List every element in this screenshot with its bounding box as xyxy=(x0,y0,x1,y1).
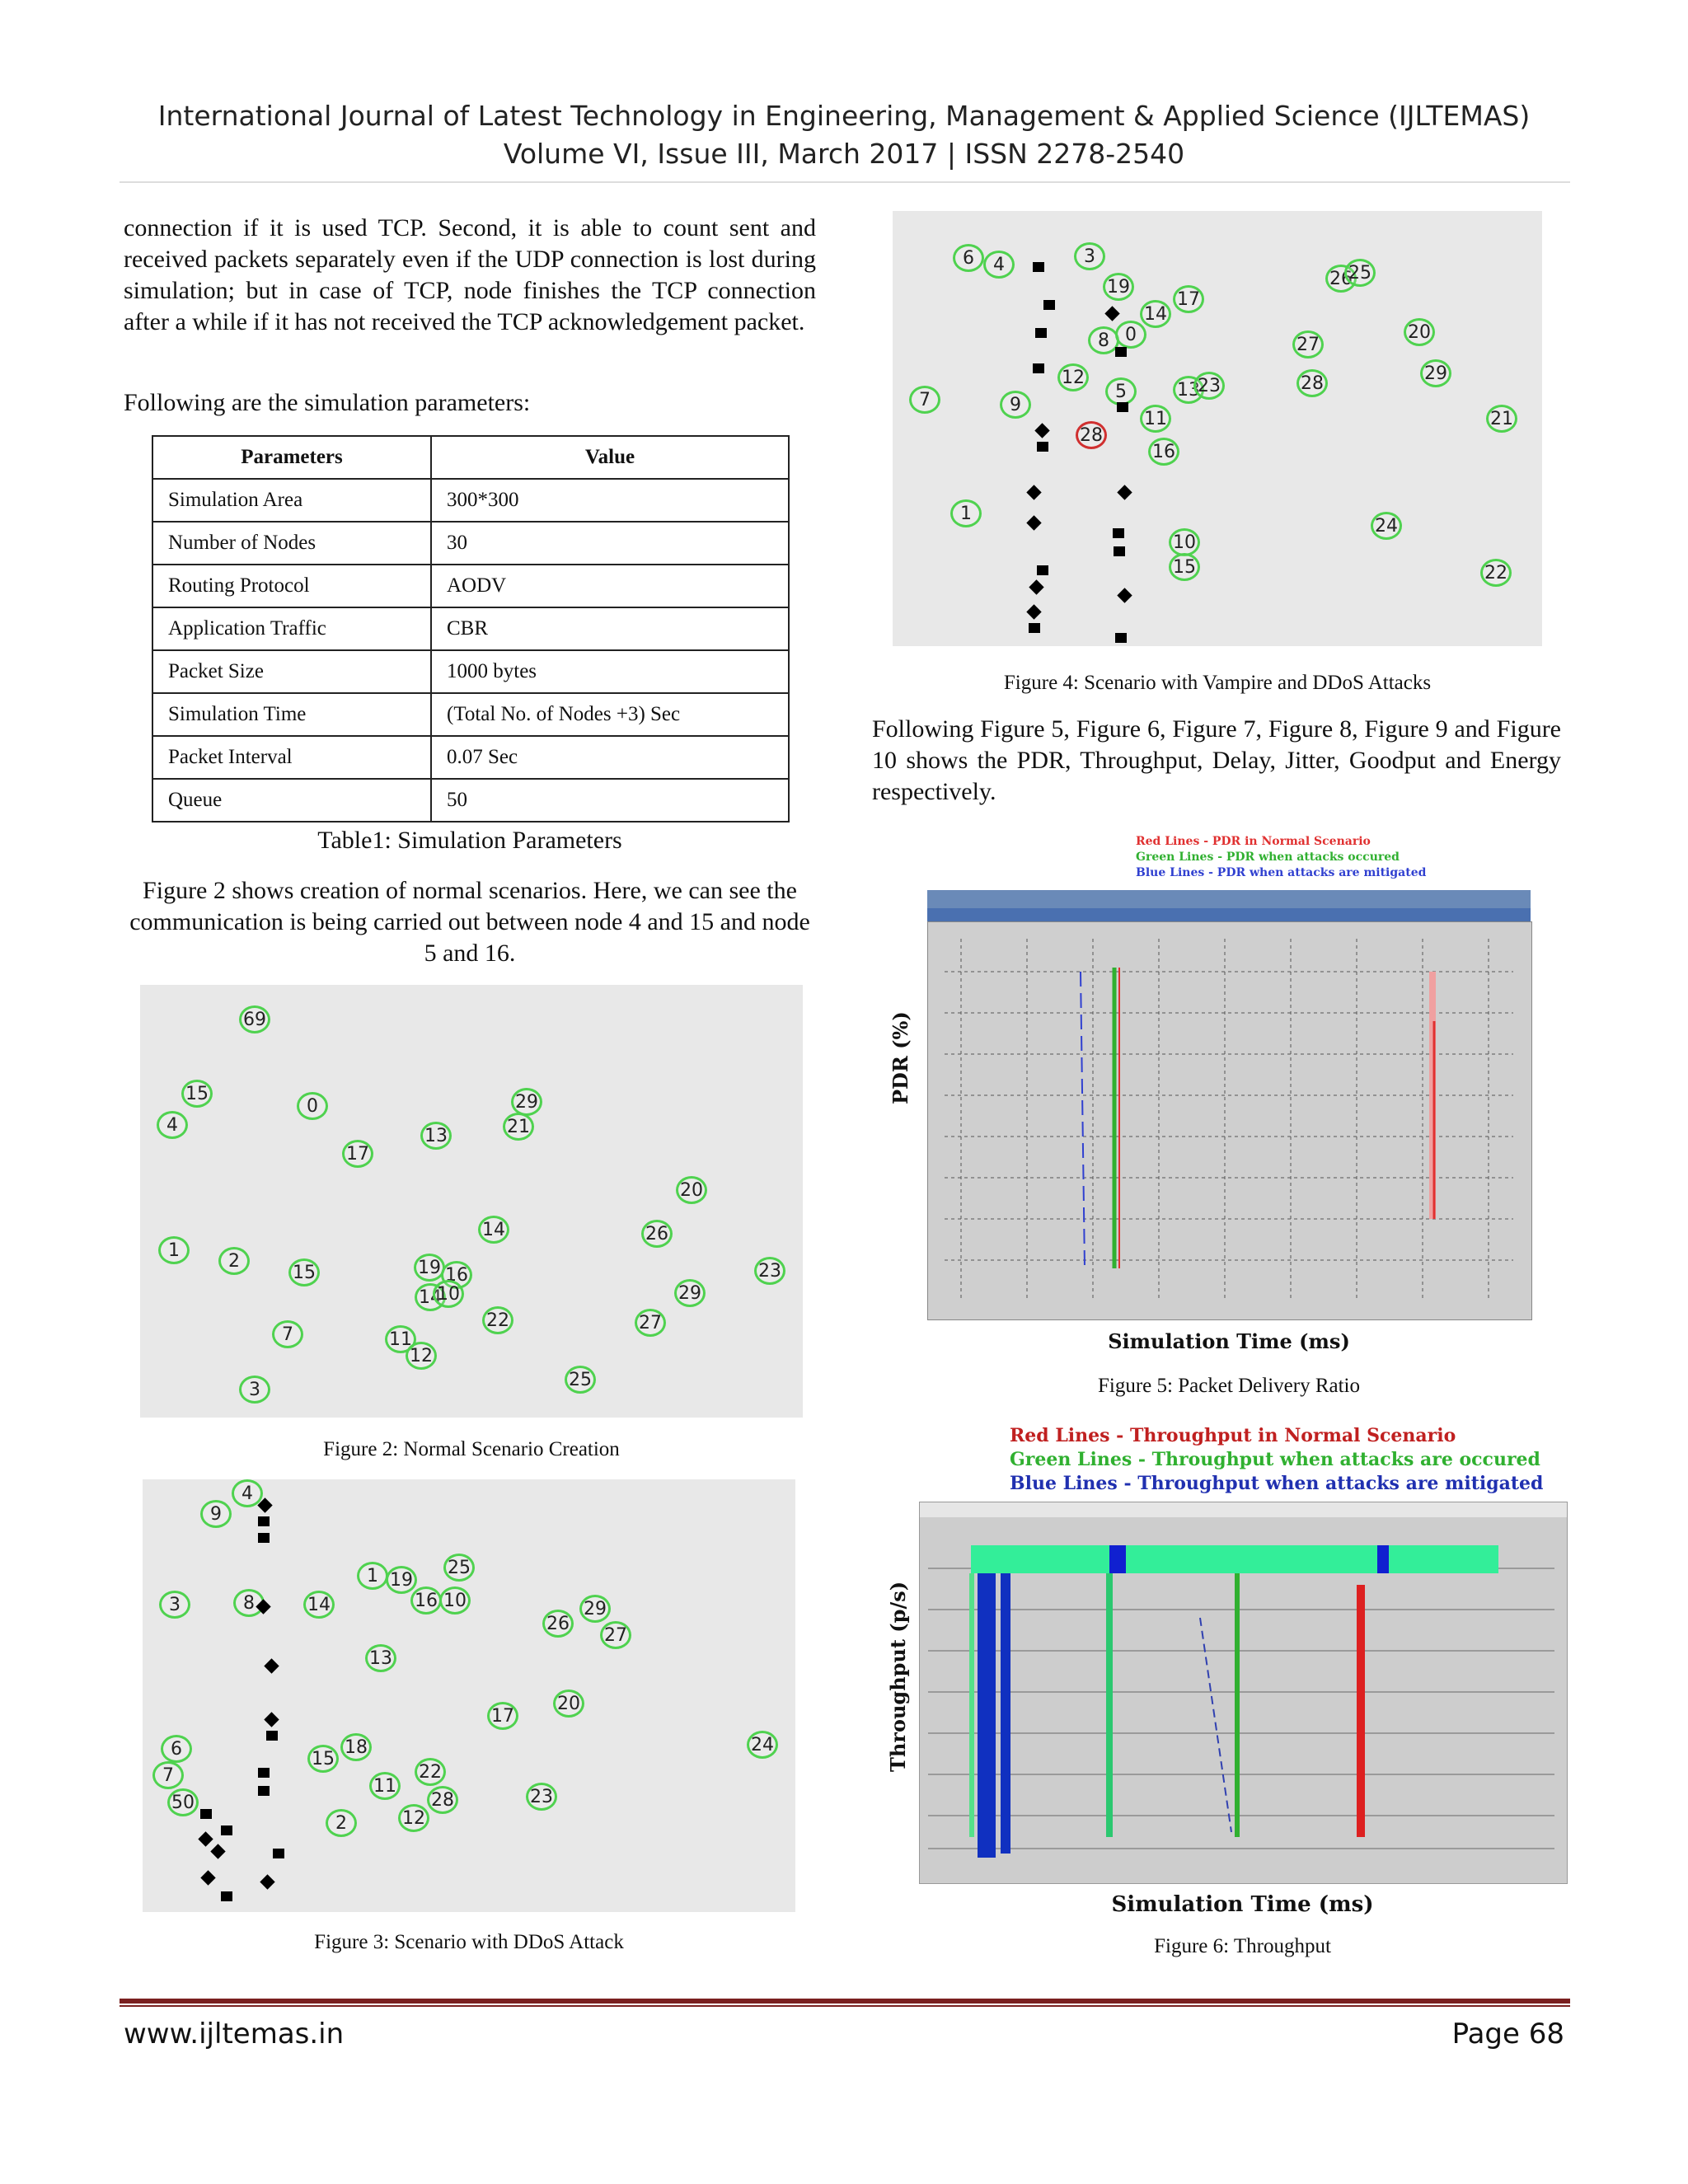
node-marker xyxy=(1029,579,1043,594)
footer-url[interactable]: www.ijltemas.in xyxy=(124,2018,345,2050)
network-node: 15 xyxy=(307,1745,339,1773)
network-node: 6 xyxy=(953,244,984,272)
table-cell: Queue xyxy=(152,779,431,822)
table-cell: (Total No. of Nodes +3) Sec xyxy=(431,693,789,736)
network-node: 13 xyxy=(1173,376,1204,404)
network-node: 15 xyxy=(1169,553,1200,581)
node-marker xyxy=(258,1533,270,1543)
node-marker xyxy=(1033,363,1044,373)
journal-volume: Volume VI, Issue III, March 2017 | ISSN 2278-2540 xyxy=(503,138,1185,170)
legend-entry: Green Lines - PDR when attacks occured xyxy=(1136,851,1400,864)
network-node: 17 xyxy=(342,1140,373,1168)
node-marker xyxy=(1117,588,1132,602)
table-cell: Simulation Area xyxy=(152,479,431,522)
network-node: 20 xyxy=(1404,318,1435,346)
network-node: 12 xyxy=(1057,363,1089,391)
node-marker xyxy=(200,1870,215,1885)
node-marker xyxy=(260,1874,274,1889)
paragraph-sim-params: Following are the simulation parameters: xyxy=(124,389,531,416)
node-marker xyxy=(1117,485,1132,499)
network-node: 29 xyxy=(579,1595,611,1623)
figure-6-window xyxy=(919,1502,1568,1884)
network-node: 17 xyxy=(1173,285,1204,313)
table-cell: 300*300 xyxy=(431,479,789,522)
figure-6-legend xyxy=(1010,1424,1543,1496)
network-node: 6 xyxy=(161,1735,192,1763)
table-cell: Number of Nodes xyxy=(152,522,431,565)
network-node: 23 xyxy=(1193,372,1225,400)
table-cell: Routing Protocol xyxy=(152,565,431,607)
network-node: 22 xyxy=(1480,559,1512,587)
table-caption: Table1: Simulation Parameters xyxy=(317,827,622,854)
network-node: 23 xyxy=(526,1783,557,1811)
network-node: 3 xyxy=(239,1376,270,1404)
network-node: 3 xyxy=(1074,242,1105,270)
network-node: 23 xyxy=(754,1257,785,1285)
journal-title: International Journal of Latest Technology in Engineering, Management & Applied Science (IJLTEMAS) xyxy=(157,100,1531,132)
network-node: 17 xyxy=(487,1702,518,1730)
network-node: 28 xyxy=(427,1786,458,1814)
table-row xyxy=(152,479,789,522)
figure-5-ylabel: PDR (%) xyxy=(889,1011,912,1104)
legend-entry: Blue Lines - Throughput when attacks are mitigated xyxy=(1010,1473,1544,1494)
figure-5-titlebar xyxy=(927,908,1531,921)
network-node: 28 xyxy=(1076,421,1107,449)
table-row xyxy=(152,693,789,736)
table-row xyxy=(152,522,789,565)
figure-5-plot xyxy=(927,921,1532,1320)
node-marker xyxy=(1026,515,1041,530)
network-node: 21 xyxy=(1486,405,1517,433)
network-node: 22 xyxy=(482,1306,513,1334)
network-node: 20 xyxy=(553,1690,584,1718)
figure-3-ddos-attack xyxy=(143,1479,795,1912)
node-marker xyxy=(210,1844,225,1858)
node-marker xyxy=(258,1516,270,1526)
network-node: 11 xyxy=(1140,405,1171,433)
node-marker xyxy=(1115,347,1127,357)
network-node: 1 xyxy=(357,1562,388,1590)
network-node: 10 xyxy=(433,1280,464,1308)
node-marker xyxy=(1037,565,1048,575)
network-node: 8 xyxy=(1088,326,1119,354)
figure-6-xlabel: Simulation Time (ms) xyxy=(1111,1892,1374,1917)
network-node: 24 xyxy=(1371,512,1402,540)
node-marker xyxy=(264,1658,279,1673)
figure-4-caption: Figure 4: Scenario with Vampire and DDoS Attacks xyxy=(1003,672,1432,694)
network-node: 13 xyxy=(420,1122,452,1150)
network-node: 12 xyxy=(398,1804,429,1832)
table-cell: Packet Interval xyxy=(152,736,431,779)
figure-6-ylabel: Throughput (p/s) xyxy=(886,1581,910,1772)
node-marker xyxy=(1114,546,1125,556)
node-marker xyxy=(1026,485,1041,499)
table-header-row xyxy=(152,436,789,479)
network-node: 8 xyxy=(233,1589,265,1617)
table-cell: CBR xyxy=(431,607,789,650)
node-marker xyxy=(1037,442,1048,452)
network-node: 28 xyxy=(1296,369,1328,397)
network-node: 4 xyxy=(232,1479,263,1507)
network-node: 11 xyxy=(369,1772,401,1800)
node-marker xyxy=(1043,300,1055,310)
network-node: 19 xyxy=(414,1254,445,1282)
network-node: 14 xyxy=(478,1216,509,1244)
network-node: 7 xyxy=(272,1320,303,1348)
node-marker xyxy=(221,1891,232,1901)
network-node: 19 xyxy=(386,1566,417,1594)
simulation-parameters-table xyxy=(152,435,790,823)
network-node: 12 xyxy=(406,1342,437,1370)
network-node: 14 xyxy=(1140,300,1171,328)
figure-3-caption: Figure 3: Scenario with DDoS Attack xyxy=(314,1931,624,1953)
network-node: 14 xyxy=(415,1283,446,1311)
network-node: 0 xyxy=(1115,321,1146,349)
table-cell: 50 xyxy=(431,779,789,822)
node-marker xyxy=(258,1768,270,1778)
network-node: 16 xyxy=(410,1586,442,1615)
network-node: 2 xyxy=(218,1247,250,1275)
network-node: 5 xyxy=(1105,377,1137,405)
table-row xyxy=(152,650,789,693)
node-marker xyxy=(1115,633,1127,643)
legend-entry: Red Lines - Throughput in Normal Scenario xyxy=(1010,1425,1456,1446)
legend-entry: Red Lines - PDR in Normal Scenario xyxy=(1136,835,1371,848)
table-cell: AODV xyxy=(431,565,789,607)
network-node: 69 xyxy=(239,1005,270,1033)
network-node: 21 xyxy=(503,1113,534,1141)
footer-rule xyxy=(120,1999,1570,2004)
node-marker xyxy=(1029,623,1040,633)
figure-5-caption: Figure 5: Packet Delivery Ratio xyxy=(1098,1375,1360,1397)
network-node: 14 xyxy=(303,1591,335,1619)
network-node: 10 xyxy=(1169,528,1200,556)
paragraph-figure2: Figure 2 shows creation of normal scenarios. Here, we can see the communication is being carried out between node 4 and 15 and node 5 and 16. xyxy=(129,877,810,967)
table-cell: 1000 bytes xyxy=(431,650,789,693)
table-row xyxy=(152,779,789,822)
table-row xyxy=(152,736,789,779)
figure-6-plot xyxy=(920,1502,1567,1883)
node-marker xyxy=(198,1831,213,1846)
network-node: 19 xyxy=(1103,273,1134,301)
network-node: 15 xyxy=(181,1080,213,1108)
node-marker xyxy=(1113,528,1124,538)
network-node: 9 xyxy=(200,1500,232,1528)
network-node: 27 xyxy=(1292,330,1324,359)
network-node: 25 xyxy=(1344,259,1376,287)
network-node: 50 xyxy=(167,1788,199,1816)
network-node: 27 xyxy=(635,1309,666,1337)
network-node: 29 xyxy=(1420,359,1451,387)
figure-5-window xyxy=(927,890,1531,1319)
node-marker xyxy=(1033,262,1044,272)
node-marker xyxy=(273,1849,284,1858)
network-node: 26 xyxy=(641,1220,673,1248)
node-marker xyxy=(264,1712,279,1727)
network-node: 26 xyxy=(1325,265,1357,293)
network-node: 0 xyxy=(297,1092,328,1120)
header-rule xyxy=(120,181,1570,183)
paragraph-tcp: connection if it is used TCP. Second, it is able to count sent and received packets separately even if the UDP connection is lost during simulation; but in case of TCP, node finishes the TCP connection after a while if it has not received the TCP acknowledgement packet. xyxy=(124,214,816,335)
paragraph-figures: Following Figure 5, Figure 6, Figure 7, Figure 8, Figure 9 and Figure 10 shows the PDR, Throughput, Delay, Jitter, Goodput and Energy respectively. xyxy=(872,715,1561,805)
table-header-cell: Value xyxy=(431,436,789,479)
table-cell: Packet Size xyxy=(152,650,431,693)
network-node: 27 xyxy=(600,1621,631,1649)
network-node: 3 xyxy=(159,1591,190,1619)
table-cell: 30 xyxy=(431,522,789,565)
legend-entry: Green Lines - Throughput when attacks are occured xyxy=(1010,1449,1540,1470)
network-node: 16 xyxy=(441,1261,472,1289)
node-marker xyxy=(258,1786,270,1796)
network-node: 11 xyxy=(385,1325,416,1353)
network-node: 25 xyxy=(443,1554,475,1582)
table-cell: Application Traffic xyxy=(152,607,431,650)
node-marker xyxy=(1117,402,1128,412)
figure-5-legend xyxy=(1136,834,1426,881)
figure-4-vampire-ddos xyxy=(893,211,1542,646)
table-cell: 0.07 Sec xyxy=(431,736,789,779)
node-marker xyxy=(221,1825,232,1835)
network-node: 1 xyxy=(950,499,982,527)
network-node: 1 xyxy=(158,1236,190,1264)
table-row xyxy=(152,565,789,607)
figure-2-normal-scenario xyxy=(140,985,803,1418)
table-cell: Simulation Time xyxy=(152,693,431,736)
network-node: 15 xyxy=(288,1258,320,1286)
figure-2-caption: Figure 2: Normal Scenario Creation xyxy=(323,1438,620,1460)
network-node: 26 xyxy=(542,1610,574,1638)
figure-6-caption: Figure 6: Throughput xyxy=(1154,1935,1331,1957)
network-node: 24 xyxy=(747,1731,778,1759)
network-node: 13 xyxy=(365,1644,396,1672)
node-marker xyxy=(1034,423,1049,438)
footer-rule-thin xyxy=(120,2005,1570,2007)
figure-5-xlabel: Simulation Time (ms) xyxy=(1108,1329,1350,1353)
network-node: 29 xyxy=(674,1279,706,1307)
node-marker xyxy=(200,1809,212,1819)
table-row xyxy=(152,607,789,650)
node-marker xyxy=(1035,328,1047,338)
network-node: 4 xyxy=(983,251,1015,279)
network-node: 9 xyxy=(1000,391,1031,419)
node-marker xyxy=(266,1731,278,1741)
network-node: 29 xyxy=(511,1088,542,1116)
legend-entry: Blue Lines - PDR when attacks are mitigated xyxy=(1136,866,1427,879)
table-header-cell: Parameters xyxy=(152,436,431,479)
network-node: 16 xyxy=(1148,438,1179,466)
node-marker xyxy=(1104,306,1119,321)
network-node: 10 xyxy=(439,1586,471,1615)
network-node: 2 xyxy=(326,1809,357,1837)
network-node: 25 xyxy=(565,1366,596,1394)
network-node: 20 xyxy=(676,1176,707,1204)
network-node: 7 xyxy=(909,386,940,414)
network-node: 7 xyxy=(152,1761,184,1789)
network-node: 4 xyxy=(157,1111,188,1139)
network-node: 18 xyxy=(340,1733,372,1761)
network-node: 22 xyxy=(415,1758,446,1786)
page-number: Page 68 xyxy=(1451,2018,1564,2050)
node-marker xyxy=(1026,604,1041,619)
